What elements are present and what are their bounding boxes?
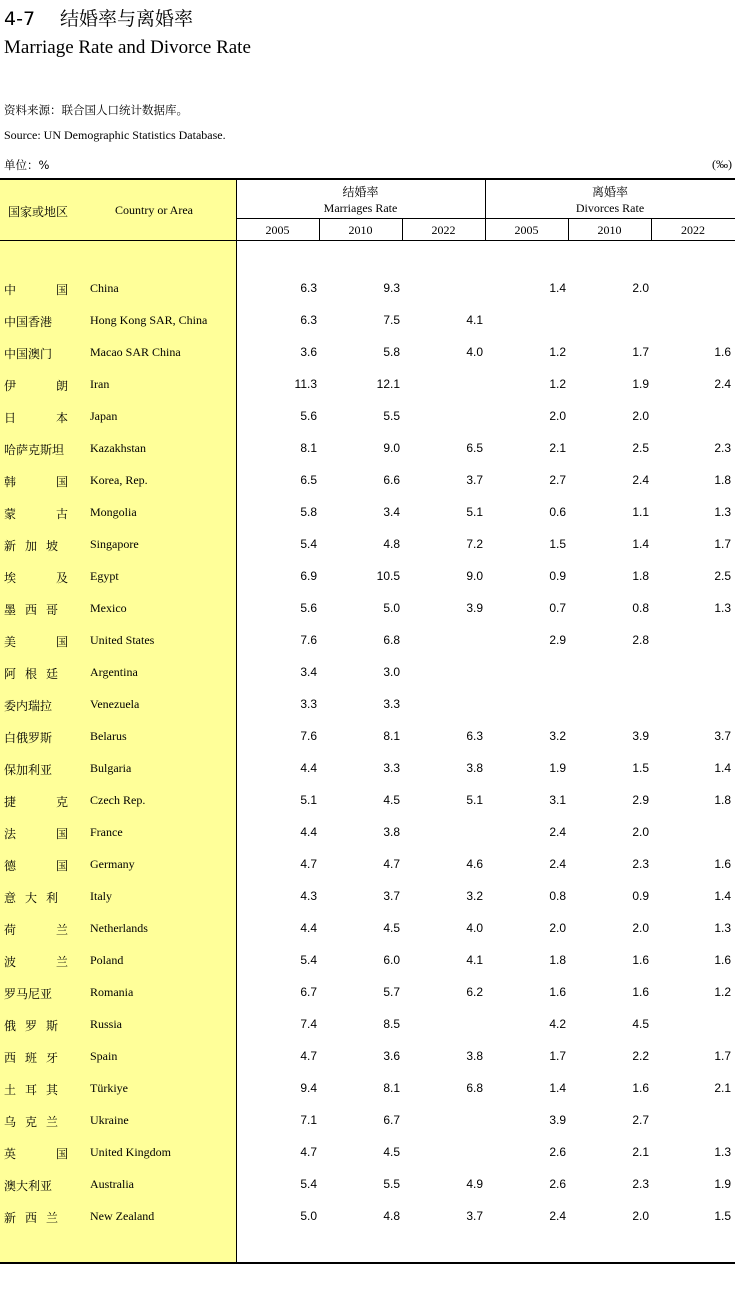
header-year-marriage-2005: 2005: [265, 223, 290, 237]
rate-value: 2.6: [549, 1145, 566, 1159]
rate-value: 4.4: [300, 921, 317, 935]
country-name-cn: 保加利亚: [4, 763, 53, 777]
table-row: [0, 1073, 735, 1105]
rate-value: 2.7: [632, 1113, 649, 1127]
rate-value: 1.4: [549, 1081, 566, 1095]
rate-value: 4.2: [549, 1017, 566, 1031]
table-row: [0, 881, 735, 913]
country-name-en: Kazakhstan: [90, 441, 146, 455]
country-name-en: Poland: [90, 953, 124, 967]
country-name-en: Spain: [90, 1049, 118, 1063]
table-row: [0, 433, 735, 465]
country-name-en: Australia: [90, 1177, 134, 1191]
rate-value: 3.4: [300, 665, 317, 679]
country-name-cn: 德国: [4, 859, 68, 873]
rate-value: 3.8: [466, 761, 483, 775]
table-row: [0, 977, 735, 1009]
rate-value: 3.7: [466, 473, 483, 487]
rate-value: 7.5: [383, 313, 400, 327]
rate-value: 4.5: [383, 921, 400, 935]
table-row: [0, 785, 735, 817]
country-name-en: Hong Kong SAR, China: [90, 313, 208, 327]
rate-value: 2.1: [632, 1145, 649, 1159]
rate-value: 6.9: [300, 569, 317, 583]
table-row: [0, 1201, 735, 1233]
rate-value: 5.0: [300, 1209, 317, 1223]
rate-value: 4.7: [383, 857, 400, 871]
rate-value: 4.3: [300, 889, 317, 903]
rate-value: 1.4: [549, 281, 566, 295]
header-year-divorce-2005: 2005: [514, 223, 539, 237]
rate-value: 4.0: [466, 921, 483, 935]
country-name-cn: 美国: [4, 635, 68, 649]
table-number: 4-7: [4, 8, 36, 30]
table-row: [0, 369, 735, 401]
rate-value: 2.0: [632, 281, 649, 295]
header-marriage-cn: 结婚率: [342, 185, 379, 199]
rate-value: 8.5: [383, 1017, 400, 1031]
table-row: [0, 593, 735, 625]
country-name-en: New Zealand: [90, 1209, 155, 1223]
country-name-en: Italy: [90, 889, 112, 903]
country-name-cn: 波兰: [4, 955, 68, 969]
rate-value: 1.7: [714, 1049, 731, 1063]
rate-value: 5.8: [300, 505, 317, 519]
country-name-en: Czech Rep.: [90, 793, 146, 807]
rate-value: 6.2: [466, 985, 483, 999]
rate-value: 3.7: [466, 1209, 483, 1223]
rate-value: 2.0: [632, 1209, 649, 1223]
rate-value: 4.6: [466, 857, 483, 871]
divider-year-row: [236, 218, 735, 219]
rate-value: 3.9: [549, 1113, 566, 1127]
rate-value: 7.6: [300, 633, 317, 647]
country-name-en: Belarus: [90, 729, 127, 743]
rate-value: 5.4: [300, 1177, 317, 1191]
table-row: [0, 465, 735, 497]
rate-value: 1.8: [549, 953, 566, 967]
rate-value: 3.2: [549, 729, 566, 743]
country-name-cn: 俄罗斯: [4, 1019, 58, 1033]
header-year-marriage-2022: 2022: [431, 223, 456, 237]
rate-value: 5.7: [383, 985, 400, 999]
rate-value: 3.6: [383, 1049, 400, 1063]
rate-value: 3.7: [714, 729, 731, 743]
country-name-cn: 新加坡: [4, 539, 58, 553]
rate-value: 9.4: [300, 1081, 317, 1095]
rate-value: 7.2: [466, 537, 483, 551]
rate-value: 2.1: [549, 441, 566, 455]
table-row: [0, 625, 735, 657]
rate-value: 1.3: [714, 601, 731, 615]
table-row: [0, 401, 735, 433]
source-note-en: Source: UN Demographic Statistics Database.: [4, 128, 226, 142]
table-row: [0, 1137, 735, 1169]
rate-value: 2.4: [549, 1209, 566, 1223]
country-name-en: Egypt: [90, 569, 119, 583]
rate-value: 2.9: [632, 793, 649, 807]
table-row: [0, 753, 735, 785]
rate-value: 1.4: [632, 537, 649, 551]
table-row: [0, 305, 735, 337]
table-bottom-rule: [0, 1262, 735, 1264]
rate-value: 3.0: [383, 665, 400, 679]
rate-value: 4.7: [300, 857, 317, 871]
country-name-en: Mexico: [90, 601, 127, 615]
rate-value: 6.3: [300, 281, 317, 295]
rate-value: 1.5: [549, 537, 566, 551]
rate-value: 7.4: [300, 1017, 317, 1031]
rate-value: 1.3: [714, 505, 731, 519]
rate-value: 0.6: [549, 505, 566, 519]
rate-value: 6.6: [383, 473, 400, 487]
country-name-en: Japan: [90, 409, 118, 423]
rate-value: 1.5: [632, 761, 649, 775]
rate-value: 1.9: [714, 1177, 731, 1191]
rate-value: 1.6: [632, 953, 649, 967]
country-name-en: Ukraine: [90, 1113, 129, 1127]
country-name-en: Türkiye: [90, 1081, 128, 1095]
country-name-cn: 罗马尼亚: [4, 987, 53, 1001]
country-name-en: Russia: [90, 1017, 123, 1031]
source-note-cn: 资料来源：联合国人口统计数据库。: [4, 103, 188, 117]
country-name-cn: 荷兰: [4, 923, 68, 937]
unit-label-cn: 单位：%: [4, 158, 50, 172]
rate-value: 1.8: [632, 569, 649, 583]
rate-value: 3.9: [632, 729, 649, 743]
country-name-cn: 中国: [4, 283, 68, 297]
rate-value: 6.5: [466, 441, 483, 455]
rate-value: 7.6: [300, 729, 317, 743]
rate-value: 1.9: [549, 761, 566, 775]
table-title-cn-text: 结婚率与离婚率: [60, 8, 194, 30]
unit-label-permille: (‰): [712, 157, 732, 171]
rate-value: 1.6: [632, 1081, 649, 1095]
rate-value: 2.5: [714, 569, 731, 583]
country-name-en: Venezuela: [90, 697, 140, 711]
rate-value: 2.5: [632, 441, 649, 455]
country-name-cn: 土耳其: [4, 1083, 58, 1097]
country-name-en: Mongolia: [90, 505, 137, 519]
rate-value: 1.7: [714, 537, 731, 551]
country-name-en: Argentina: [90, 665, 138, 679]
rate-value: 5.5: [383, 1177, 400, 1191]
rate-value: 5.0: [383, 601, 400, 615]
table-title-en: Marriage Rate and Divorce Rate: [4, 37, 251, 58]
rate-value: 1.8: [714, 793, 731, 807]
rate-value: 1.3: [714, 921, 731, 935]
header-year-divorce-2010: 2010: [597, 223, 622, 237]
rate-value: 0.9: [549, 569, 566, 583]
rate-value: 1.6: [549, 985, 566, 999]
table-row: [0, 817, 735, 849]
rate-value: 2.0: [549, 409, 566, 423]
table-row: [0, 721, 735, 753]
rate-value: 1.4: [714, 761, 731, 775]
rate-value: 8.1: [383, 729, 400, 743]
country-name-cn: 白俄罗斯: [4, 731, 53, 745]
rate-value: 4.0: [466, 345, 483, 359]
rate-value: 2.4: [632, 473, 649, 487]
country-name-en: Singapore: [90, 537, 139, 551]
country-name-cn: 哈萨克斯坦: [4, 443, 65, 457]
rate-value: 5.4: [300, 953, 317, 967]
country-name-cn: 蒙古: [4, 507, 68, 521]
rate-value: 3.7: [383, 889, 400, 903]
rate-value: 5.1: [466, 505, 483, 519]
rate-value: 3.1: [549, 793, 566, 807]
table-row: [0, 1041, 735, 1073]
country-name-en: Macao SAR China: [90, 345, 181, 359]
country-name-en: Romania: [90, 985, 134, 999]
rate-value: 0.7: [549, 601, 566, 615]
country-name-cn: 韩国: [4, 475, 68, 489]
rate-value: 2.0: [632, 825, 649, 839]
rate-value: 3.3: [383, 697, 400, 711]
country-name-cn: 澳大利亚: [4, 1179, 53, 1193]
header-divorce-en: Divorces Rate: [575, 201, 645, 215]
rate-value: 3.2: [466, 889, 483, 903]
rate-value: 2.0: [632, 921, 649, 935]
rate-value: 6.8: [466, 1081, 483, 1095]
rate-value: 3.9: [466, 601, 483, 615]
rate-value: 6.5: [300, 473, 317, 487]
table-body: [0, 273, 735, 1233]
header-country-cn: 国家或地区: [8, 205, 69, 219]
rate-value: 4.5: [383, 793, 400, 807]
rate-value: 2.2: [632, 1049, 649, 1063]
table-row: [0, 849, 735, 881]
rate-value: 6.7: [300, 985, 317, 999]
rate-value: 7.1: [300, 1113, 317, 1127]
country-name-cn: 西班牙: [4, 1051, 58, 1065]
rate-value: 1.2: [714, 985, 731, 999]
country-name-en: China: [90, 281, 119, 295]
country-name-en: Iran: [90, 377, 110, 391]
rate-value: 2.3: [632, 857, 649, 871]
country-name-cn: 委内瑞拉: [4, 699, 53, 713]
table-top-rule: [0, 178, 735, 180]
rate-value: 0.8: [549, 889, 566, 903]
header-year-marriage-2010: 2010: [348, 223, 373, 237]
country-name-en: France: [90, 825, 123, 839]
rate-value: 1.8: [714, 473, 731, 487]
rate-value: 2.3: [632, 1177, 649, 1191]
rate-value: 4.7: [300, 1049, 317, 1063]
rate-value: 9.3: [383, 281, 400, 295]
rate-value: 1.3: [714, 1145, 731, 1159]
rate-value: 2.9: [549, 633, 566, 647]
country-name-cn: 法国: [4, 827, 68, 841]
country-name-cn: 日本: [4, 411, 68, 425]
rate-value: 4.5: [632, 1017, 649, 1031]
rate-value: 6.8: [383, 633, 400, 647]
country-name-cn: 新西兰: [4, 1211, 58, 1225]
rate-value: 8.1: [383, 1081, 400, 1095]
rate-value: 2.1: [714, 1081, 731, 1095]
rate-value: 5.4: [300, 537, 317, 551]
rate-value: 1.9: [632, 377, 649, 391]
table-row: [0, 337, 735, 369]
rate-value: 0.9: [632, 889, 649, 903]
rate-value: 5.1: [466, 793, 483, 807]
rate-value: 5.1: [300, 793, 317, 807]
country-name-cn: 墨西哥: [4, 603, 58, 617]
rate-value: 1.6: [714, 857, 731, 871]
rate-value: 5.6: [300, 409, 317, 423]
country-name-en: United States: [90, 633, 155, 647]
header-marriage-en: Marriages Rate: [323, 201, 398, 215]
rate-value: 6.3: [300, 313, 317, 327]
table-row: [0, 945, 735, 977]
rate-value: 6.0: [383, 953, 400, 967]
rate-value: 4.1: [466, 953, 483, 967]
rate-value: 1.2: [549, 377, 566, 391]
rate-value: 3.8: [466, 1049, 483, 1063]
country-name-en: Korea, Rep.: [90, 473, 148, 487]
country-name-cn: 意大利: [4, 891, 58, 905]
rate-value: 0.8: [632, 601, 649, 615]
divider-header-bottom: [0, 240, 735, 241]
rate-value: 4.8: [383, 1209, 400, 1223]
rate-value: 3.3: [300, 697, 317, 711]
rate-value: 1.7: [632, 345, 649, 359]
table-row: [0, 1169, 735, 1201]
table-row: [0, 657, 735, 689]
rate-value: 2.4: [549, 857, 566, 871]
rate-value: 9.0: [466, 569, 483, 583]
rate-value: 4.8: [383, 537, 400, 551]
rate-value: 3.4: [383, 505, 400, 519]
table-title-cn: [4, 4, 193, 31]
rate-value: 5.8: [383, 345, 400, 359]
rate-value: 4.9: [466, 1177, 483, 1191]
rate-value: 2.6: [549, 1177, 566, 1191]
rate-value: 6.3: [466, 729, 483, 743]
table-row: [0, 529, 735, 561]
rate-value: 1.1: [632, 505, 649, 519]
rate-value: 5.5: [383, 409, 400, 423]
table-row: [0, 689, 735, 721]
rate-value: 4.1: [466, 313, 483, 327]
country-name-cn: 英国: [4, 1147, 68, 1161]
table-row: [0, 913, 735, 945]
rate-value: 1.6: [632, 985, 649, 999]
rate-value: 5.6: [300, 601, 317, 615]
rate-value: 4.4: [300, 761, 317, 775]
country-name-cn: 中国澳门: [4, 347, 53, 361]
header-divorce-cn: 离婚率: [591, 185, 628, 199]
rate-value: 1.4: [714, 889, 731, 903]
rate-value: 3.6: [300, 345, 317, 359]
rate-value: 6.7: [383, 1113, 400, 1127]
rate-value: 8.1: [300, 441, 317, 455]
country-name-cn: 中国香港: [4, 315, 53, 329]
rate-value: 9.0: [383, 441, 400, 455]
rate-value: 1.6: [714, 953, 731, 967]
country-name-en: Bulgaria: [90, 761, 132, 775]
rate-value: 3.8: [383, 825, 400, 839]
country-name-en: Germany: [90, 857, 135, 871]
rate-value: 1.6: [714, 345, 731, 359]
table-row: [0, 497, 735, 529]
table-row: [0, 273, 735, 305]
rate-value: 1.5: [714, 1209, 731, 1223]
country-name-cn: 阿根廷: [4, 667, 58, 681]
rate-value: 4.4: [300, 825, 317, 839]
rate-value: 2.4: [549, 825, 566, 839]
rate-value: 4.5: [383, 1145, 400, 1159]
rate-value: 4.7: [300, 1145, 317, 1159]
rate-value: 1.7: [549, 1049, 566, 1063]
country-name-cn: 埃及: [4, 571, 68, 585]
table-row: [0, 561, 735, 593]
rate-value: 2.3: [714, 441, 731, 455]
country-name-en: United Kingdom: [90, 1145, 171, 1159]
rate-value: 2.0: [549, 921, 566, 935]
rate-value: 2.0: [632, 409, 649, 423]
rate-value: 2.7: [549, 473, 566, 487]
rate-value: 11.3: [294, 377, 317, 391]
table-row: [0, 1105, 735, 1137]
header-year-divorce-2022: 2022: [681, 223, 705, 237]
country-name-cn: 乌克兰: [4, 1115, 58, 1129]
header-country-en: Country or Area: [115, 203, 193, 217]
country-name-cn: 伊朗: [4, 379, 68, 393]
rate-value: 2.4: [714, 377, 731, 391]
country-name-cn: 捷克: [4, 795, 68, 809]
rate-value: 3.3: [383, 761, 400, 775]
rate-value: 12.1: [376, 377, 400, 391]
country-name-en: Netherlands: [90, 921, 148, 935]
rate-value: 10.5: [376, 569, 400, 583]
rate-value: 1.2: [549, 345, 566, 359]
table-row: [0, 1009, 735, 1041]
rate-value: 2.8: [632, 633, 649, 647]
